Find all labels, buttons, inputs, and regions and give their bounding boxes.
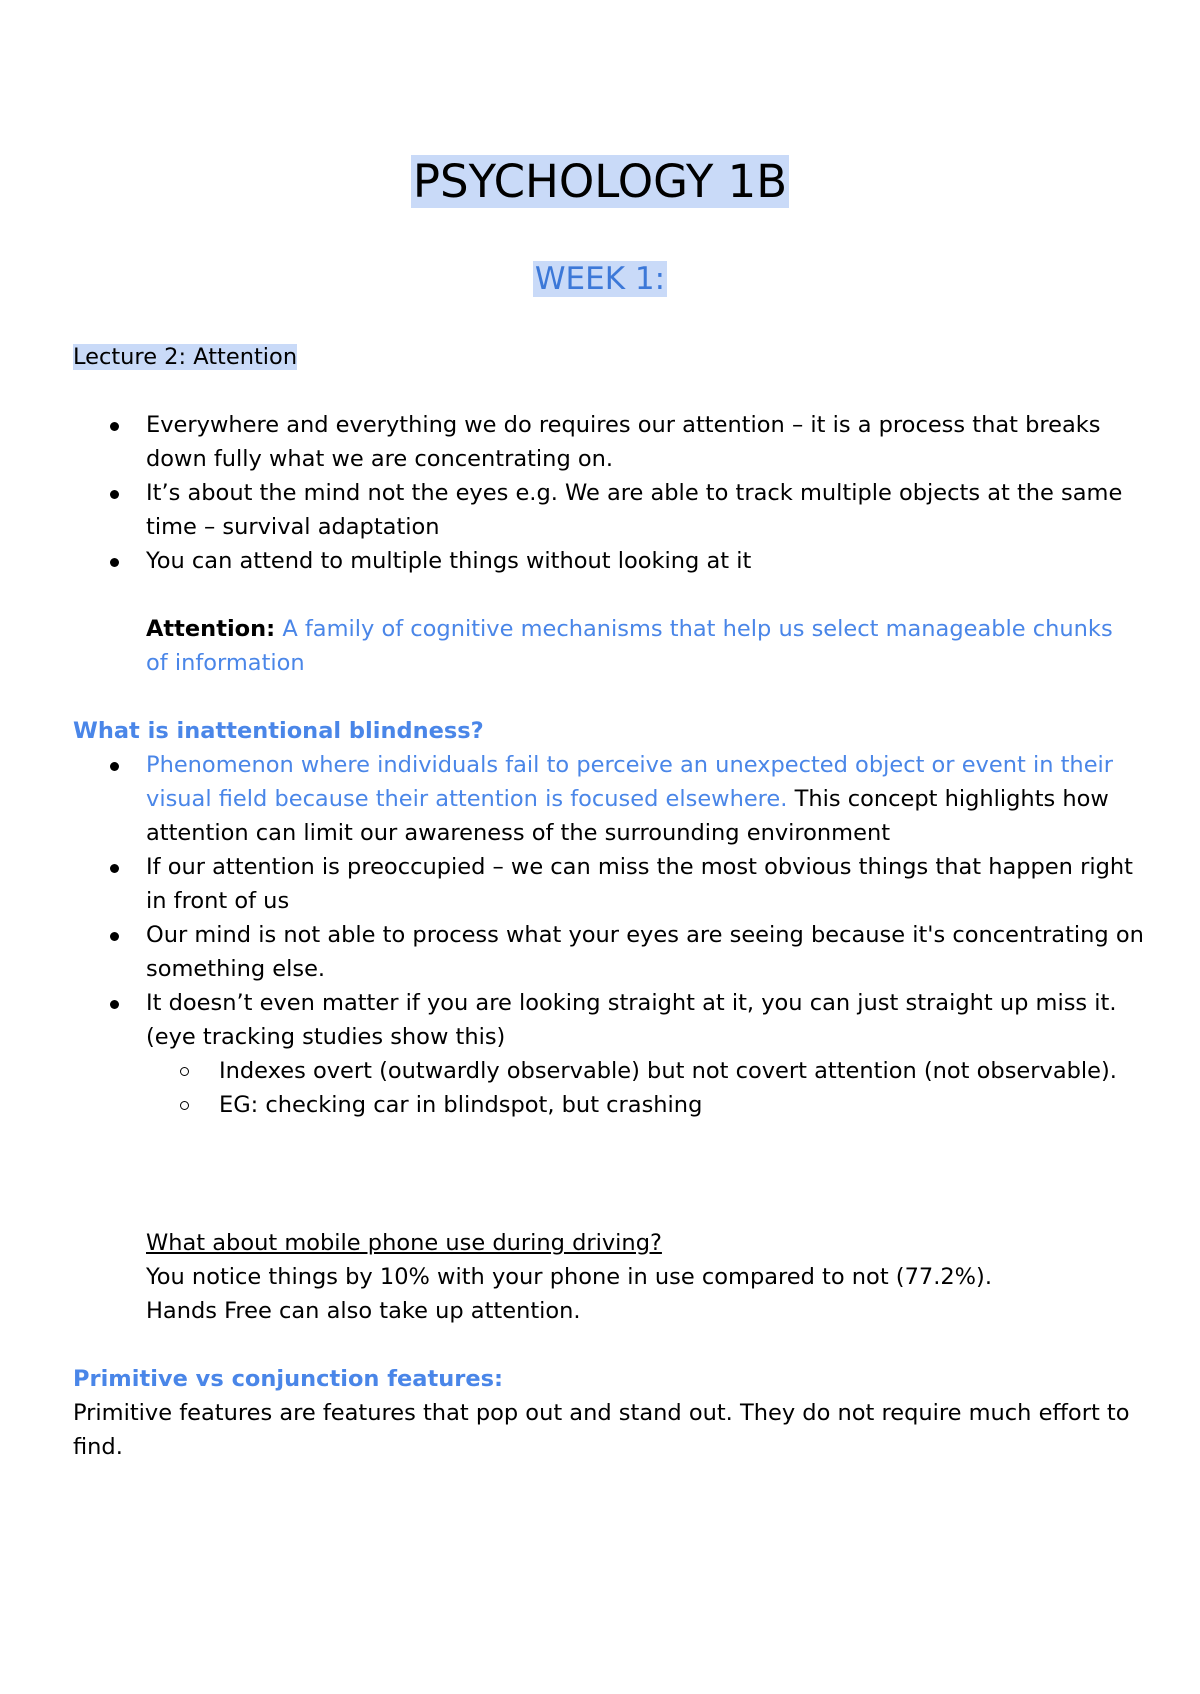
lecture-points-list xyxy=(0,408,1150,578)
week-heading-text: WEEK 1: xyxy=(534,261,666,297)
week-heading xyxy=(0,256,1200,302)
lecture-point-2: It’s about the mind not the eyes e.g. We are able to track multiple objects at the same time – survival adaptation xyxy=(0,476,1150,544)
sub-bullet-1: Indexes overt (outwardly observable) but not covert attention (not observable). xyxy=(146,1054,1150,1088)
inattentional-bullet-1-blue: Phenomenon where individuals fail to perceive an unexpected object or event in their visual field because their attention is focused elsewhere. xyxy=(146,752,1114,812)
mobile-section xyxy=(146,1226,1146,1328)
mobile-line-1: You notice things by 10% with your phone in use compared to not (77.2%). xyxy=(146,1264,992,1290)
mobile-line-2: Hands Free can also take up attention. xyxy=(146,1298,581,1324)
primitive-heading-text: Primitive vs conjunction features: xyxy=(73,1366,504,1392)
inattentional-bullet-1-black: This concept highlights how attention can limit our awareness of the surrounding environment xyxy=(146,786,1109,846)
attention-definition xyxy=(146,612,1126,680)
inattentional-bullet-3: Our mind is not able to process what your eyes are seeing because it's concentrating on something else. xyxy=(0,918,1150,986)
lecture-heading: Lecture 2: Attention xyxy=(73,344,298,370)
inattentional-list xyxy=(0,748,1150,1122)
definition-term: Attention: xyxy=(146,616,276,642)
document-title-text: PSYCHOLOGY 1B xyxy=(412,155,788,208)
definition-text: A family of cognitive mechanisms that help us select manageable chunks of information xyxy=(146,616,1113,676)
inattentional-heading-text: What is inattentional blindness? xyxy=(73,718,484,744)
inattentional-bullet-1 xyxy=(0,748,1150,850)
sub-bullet-2: EG: checking car in blindspot, but crashing xyxy=(146,1088,1150,1122)
inattentional-bullet-2: If our attention is preoccupied – we can miss the most obvious things that happen right in front of us xyxy=(0,850,1150,918)
lecture-point-1: Everywhere and everything we do requires our attention – it is a process that breaks down fully what we are concentrating on. xyxy=(0,408,1150,476)
inattentional-bullet-4-text: It doesn’t even matter if you are looking straight at it, you can just straight up miss it. (eye tracking studies show this) xyxy=(146,990,1117,1050)
document-title xyxy=(0,146,1200,218)
lecture-section xyxy=(73,340,1143,374)
primitive-text: Primitive features are features that pop out and stand out. They do not require much effort to find. xyxy=(73,1400,1130,1460)
inattentional-heading xyxy=(73,714,1143,748)
mobile-heading: What about mobile phone use during driving? xyxy=(146,1230,662,1256)
lecture-point-3: You can attend to multiple things without looking at it xyxy=(0,544,1150,578)
primitive-heading xyxy=(73,1362,1143,1396)
inattentional-bullet-4 xyxy=(0,986,1150,1122)
